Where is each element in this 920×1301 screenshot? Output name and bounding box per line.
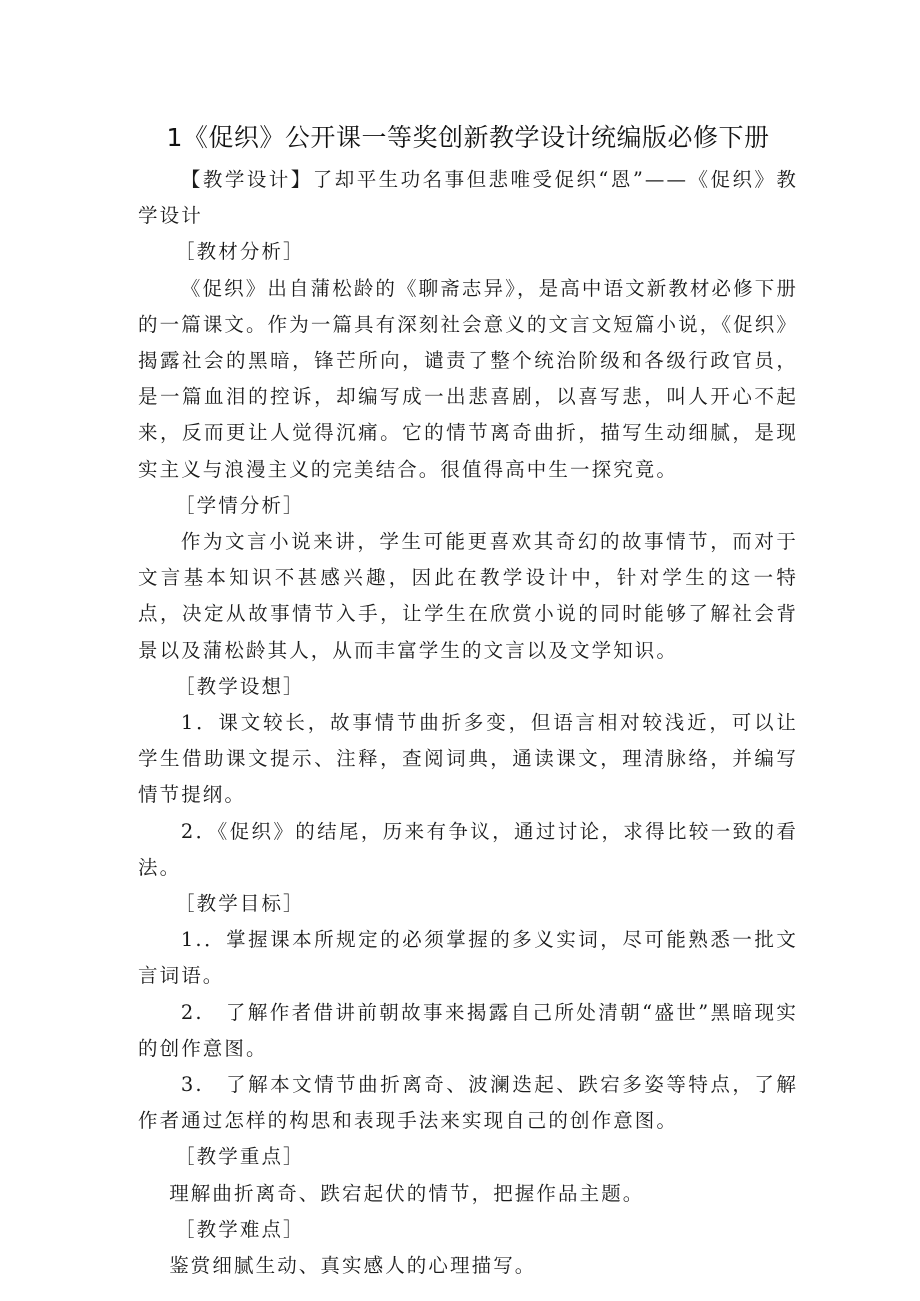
- section-heading-difficulties: ［教学难点］: [175, 1217, 305, 1241]
- section-heading-students: ［学情分析］: [175, 493, 305, 517]
- students-paragraph: 作为文言小说来讲，学生可能更喜欢其奇幻的故事情节，而对于文言基本知识不甚感兴趣，因此在教学设计中，针对学生的这一特点，决定从故事情节入手，让学生在欣赏小说的同时能够了解社会背景以及蒲松龄其人，从而丰富学生的文言以及文学知识。: [138, 530, 798, 662]
- goal-item: 2. 了解作者借讲前朝故事来揭露自己所处清朝“盛世”黑暗现实的创作意图。: [138, 1000, 798, 1060]
- section-heading-materials: ［教材分析］: [175, 240, 305, 264]
- concept-item: 2．《促织》的结尾，历来有争议，通过讨论，求得比较一致的看法。: [138, 819, 798, 879]
- goal-item: 1.．掌握课本所规定的必须掌握的多义实词，尽可能熟悉一批文言词语。: [138, 928, 798, 988]
- document-title: 1《促织》公开课一等奖创新教学设计统编版必修下册: [166, 123, 770, 152]
- materials-paragraph: 《促织》出自蒲松龄的《聊斋志异》，是高中语文新教材必修下册的一篇课文。作为一篇具有深刻社会意义的文言文短篇小说，《促织》揭露社会的黑暗，锋芒所向，谴责了整个统治阶级和各级行政官员，是一篇血泪的控诉，却编写成一出悲喜剧，以喜写悲，叫人开心不起来，反而更让人觉得沉痛。它的情节离奇曲折，描写生动细腻，是现实主义与浪漫主义的完美结合。很值得高中生一探究竟。: [138, 276, 798, 481]
- key-points-paragraph: 理解曲折离奇、跌宕起伏的情节，把握作品主题。: [169, 1181, 645, 1205]
- difficulties-paragraph: 鉴赏细腻生动、真实感人的心理描写。: [169, 1254, 537, 1278]
- document-page: [138, 118, 798, 1284]
- section-heading-goals: ［教学目标］: [175, 892, 305, 916]
- goal-item: 3. 了解本文情节曲折离奇、波澜迭起、跌宕多姿等特点，了解作者通过怎样的构思和表现手法来实现自己的创作意图。: [138, 1073, 798, 1133]
- section-heading-key-points: ［教学重点］: [175, 1145, 305, 1169]
- concept-item: 1．课文较长，故事情节曲折多变，但语言相对较浅近，可以让学生借助课文提示、注释，查阅词典，通读课文，理清脉络，并编写情节提纲。: [138, 711, 798, 807]
- intro-paragraph: 【教学设计】了却平生功名事但悲唯受促织“恩”——《促织》教学设计: [138, 168, 798, 228]
- section-heading-concept: ［教学设想］: [175, 674, 305, 698]
